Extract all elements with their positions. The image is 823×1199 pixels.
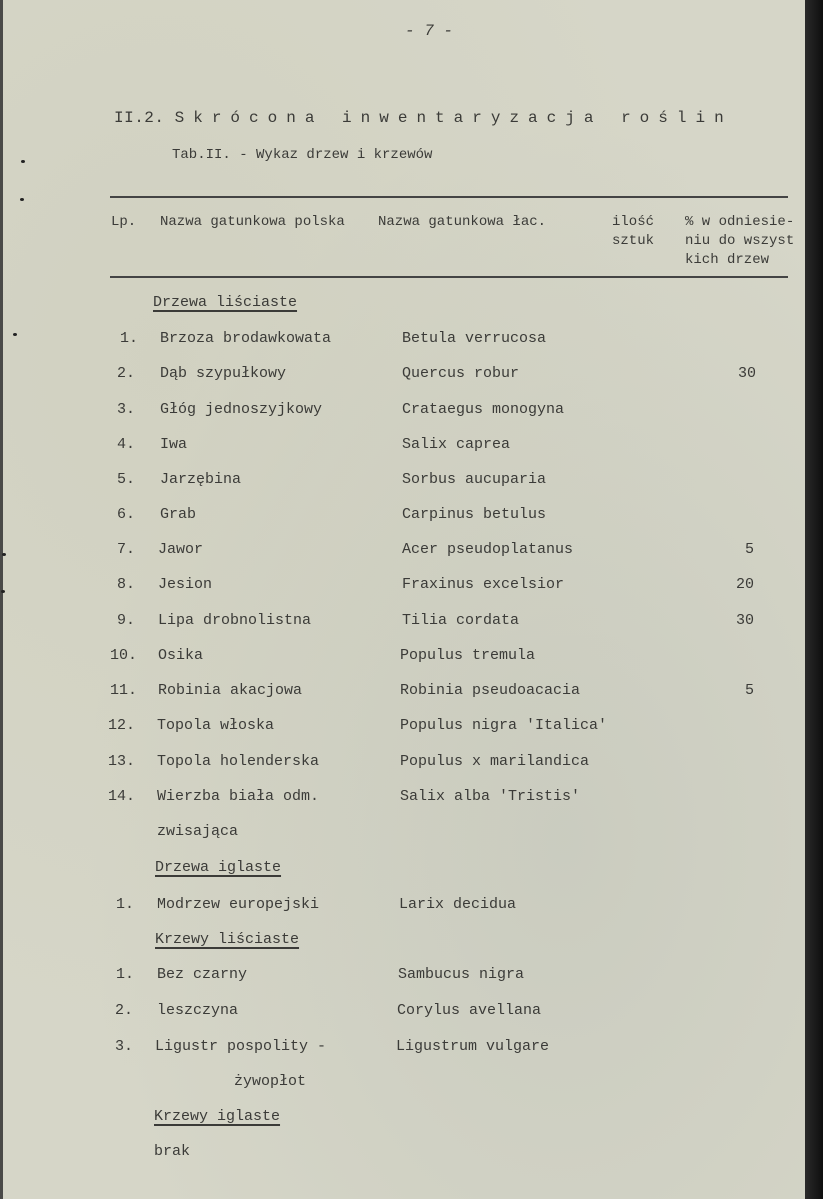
category-heading: Drzewa liściaste [153, 294, 298, 311]
latin-name: Salix alba 'Tristis' [400, 788, 581, 805]
row-number: 1. [120, 330, 139, 347]
section-heading [114, 109, 733, 127]
latin-name: Populus tremula [400, 647, 536, 664]
row-number: 3. [117, 401, 136, 418]
row-number: 8. [117, 576, 136, 593]
row-number: 2. [117, 365, 136, 382]
header-polish-name: Nazwa gatunkowa polska [160, 214, 345, 230]
row-number: 1. [116, 896, 135, 913]
percent-value: 30 [735, 612, 754, 629]
scan-speck [21, 160, 25, 163]
latin-name: Quercus robur [402, 365, 520, 382]
header-percent [685, 213, 794, 270]
row-number: 6. [117, 506, 136, 523]
row-number: 4. [117, 436, 136, 453]
polish-name: Bez czarny [157, 966, 248, 983]
latin-name: Carpinus betulus [402, 506, 547, 523]
polish-name: Jarzębina [160, 471, 242, 488]
header-lp: Lp. [111, 214, 137, 230]
header-count-line2: sztuk [612, 233, 655, 249]
row-number: 7. [117, 541, 136, 558]
polish-name-continuation: żywopłot [234, 1073, 307, 1090]
polish-name: Topola holenderska [157, 753, 320, 770]
latin-name: Crataegus monogyna [402, 401, 565, 418]
table-top-rule [110, 196, 788, 198]
latin-name: Fraxinus excelsior [402, 576, 565, 593]
header-count [612, 213, 654, 251]
percent-value: 5 [744, 541, 754, 558]
polish-name: Wierzba biała odm. [157, 788, 320, 805]
polish-name: Głóg jednoszyjkowy [160, 401, 323, 418]
row-number: 11. [110, 682, 138, 699]
scan-speck [2, 553, 6, 556]
percent-value: 30 [737, 365, 756, 382]
polish-name: Brzoza brodawkowata [160, 330, 332, 347]
scan-edge-right [805, 0, 823, 1199]
row-number: 10. [110, 647, 138, 664]
polish-name: Ligustr pospolity - [155, 1038, 327, 1055]
latin-name: Ligustrum vulgare [396, 1038, 550, 1055]
polish-name: Jesion [158, 576, 213, 593]
row-number: 3. [115, 1038, 134, 1055]
category-heading: Krzewy liściaste [155, 931, 300, 948]
header-count-line1: ilość [612, 214, 655, 230]
latin-name: Salix caprea [402, 436, 511, 453]
header-latin-name: Nazwa gatunkowa łac. [378, 214, 547, 230]
polish-name: Robinia akacjowa [158, 682, 303, 699]
latin-name: Tilia cordata [402, 612, 520, 629]
percent-value: 20 [735, 576, 754, 593]
polish-name: Iwa [160, 436, 188, 453]
header-percent-line3: kich drzew [685, 252, 770, 268]
latin-name: Robinia pseudoacacia [400, 682, 581, 699]
latin-name: Betula verrucosa [402, 330, 547, 347]
scan-speck [20, 198, 24, 201]
page-number: - 7 - [405, 22, 454, 40]
percent-value: 5 [744, 682, 754, 699]
category-heading: Drzewa iglaste [155, 859, 282, 876]
latin-name: Acer pseudoplatanus [402, 541, 574, 558]
category-note: brak [154, 1143, 191, 1160]
table-caption: Tab.II. - Wykaz drzew i krzewów [172, 147, 433, 163]
latin-name: Populus nigra 'Italica' [400, 717, 608, 734]
section-title: Skrócona inwentaryzacja roślin [174, 109, 733, 127]
row-number: 14. [108, 788, 136, 805]
polish-name: Lipa drobnolistna [158, 612, 312, 629]
header-percent-line1: % w odniesie- [685, 214, 795, 230]
row-number: 12. [108, 717, 136, 734]
row-number: 9. [117, 612, 136, 629]
latin-name: Populus x marilandica [400, 753, 590, 770]
polish-name: Modrzew europejski [157, 896, 320, 913]
table-header-rule [110, 276, 788, 278]
scan-speck [13, 333, 17, 336]
header-percent-line2: niu do wszyst [685, 233, 795, 249]
polish-name: Grab [160, 506, 197, 523]
row-number: 5. [117, 471, 136, 488]
scan-edge-left [0, 0, 3, 1199]
polish-name: Osika [158, 647, 204, 664]
latin-name: Larix decidua [399, 896, 517, 913]
scan-speck [1, 590, 5, 593]
latin-name: Sambucus nigra [398, 966, 525, 983]
row-number: 13. [108, 753, 136, 770]
polish-name: Jawor [158, 541, 204, 558]
section-number: II.2. [114, 109, 165, 127]
latin-name: Corylus avellana [397, 1002, 542, 1019]
row-number: 1. [116, 966, 135, 983]
polish-name: Topola włoska [157, 717, 275, 734]
polish-name: leszczyna [157, 1002, 239, 1019]
category-heading: Krzewy iglaste [154, 1108, 281, 1125]
row-number: 2. [115, 1002, 134, 1019]
polish-name: Dąb szypułkowy [160, 365, 287, 382]
latin-name: Sorbus aucuparia [402, 471, 547, 488]
polish-name-continuation: zwisająca [157, 823, 239, 840]
